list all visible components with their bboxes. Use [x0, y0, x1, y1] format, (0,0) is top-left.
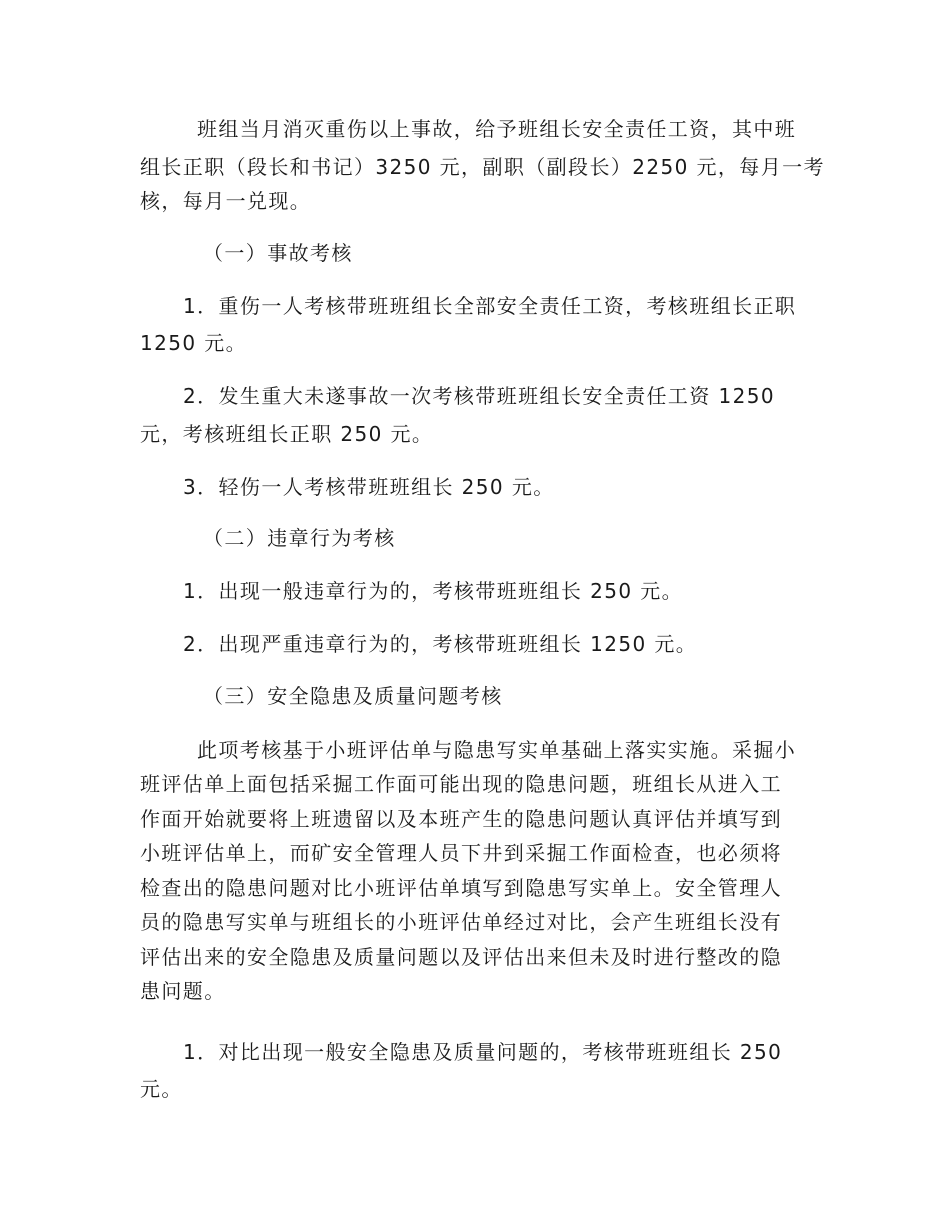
paragraph-line: 评估出来的安全隐患及质量问题以及评估出来但未及时进行整改的隐: [140, 945, 782, 969]
section-heading: （二）违章行为考核: [203, 526, 396, 550]
list-item-line: 3．轻伤一人考核带班班组长 250 元。: [183, 475, 555, 499]
list-item-line: 1250 元。: [140, 331, 248, 355]
list-item-line: 元，考核班组长正职 250 元。: [140, 422, 434, 446]
section-heading: （一）事故考核: [203, 241, 353, 265]
list-item-line: 2．发生重大未遂事故一次考核带班班组长安全责任工资 1250: [183, 384, 775, 408]
paragraph-line: 患问题。: [140, 979, 226, 1003]
list-item-line: 1．对比出现一般安全隐患及质量问题的，考核带班班组长 250: [183, 1040, 783, 1064]
list-item-line: 2．出现严重违章行为的，考核带班班组长 1250 元。: [183, 632, 698, 656]
paragraph-line: 班组当月消灭重伤以上事故，给予班组长安全责任工资，其中班: [197, 117, 797, 141]
list-item-line: 元。: [140, 1077, 183, 1101]
paragraph-line: 小班评估单上，而矿安全管理人员下井到采掘工作面检查，也必须将: [140, 841, 782, 865]
paragraph-line: 此项考核基于小班评估单与隐患写实单基础上落实实施。采掘小: [197, 738, 797, 762]
paragraph-line: 作面开始就要将上班遗留以及本班产生的隐患问题认真评估并填写到: [140, 807, 782, 831]
paragraph-line: 组长正职（段长和书记）3250 元，副职（副段长）2250 元，每月一考: [140, 155, 825, 179]
paragraph-line: 检查出的隐患问题对比小班评估单填写到隐患写实单上。安全管理人: [140, 876, 782, 900]
section-heading: （三）安全隐患及质量问题考核: [203, 684, 503, 708]
list-item-line: 1．重伤一人考核带班班组长全部安全责任工资，考核班组长正职: [183, 294, 797, 318]
paragraph-line: 班评估单上面包括采掘工作面可能出现的隐患问题，班组长从进入工: [140, 772, 782, 796]
list-item-line: 1．出现一般违章行为的，考核带班班组长 250 元。: [183, 579, 684, 603]
paragraph-line: 核，每月一兑现。: [140, 189, 312, 213]
paragraph-line: 员的隐患写实单与班组长的小班评估单经过对比，会产生班组长没有: [140, 910, 782, 934]
